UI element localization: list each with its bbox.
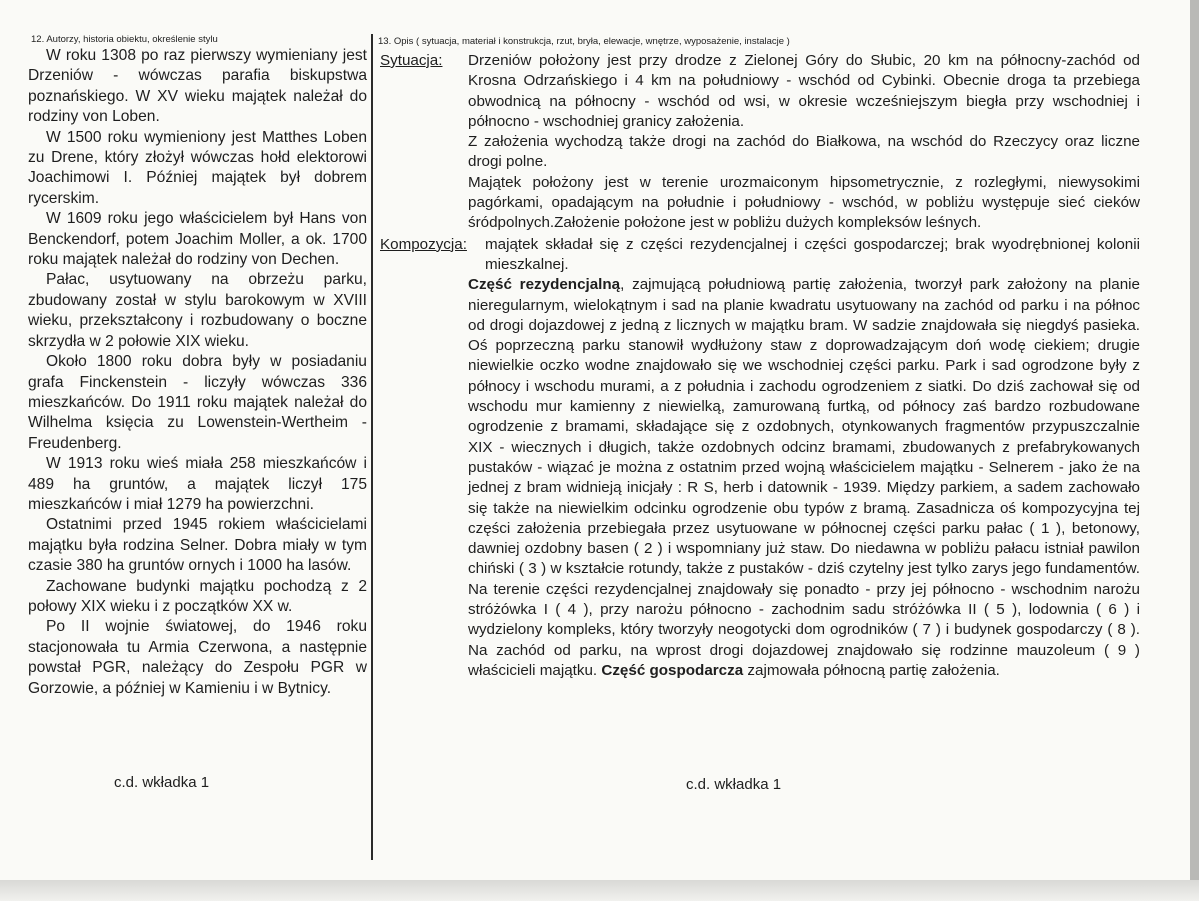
history-column xyxy=(28,46,367,699)
sytuacja-section xyxy=(380,51,1140,132)
column-divider xyxy=(371,34,373,860)
history-paragraph: W 1500 roku wymieniony jest Matthes Loben zu Drene, który złożył wówczas hołd elektorowi Joachimowi I. Później majątek był dobrem rycerskim. xyxy=(28,128,367,207)
sytuacja-paragraph: Z założenia wychodzą także drogi na zachód do Białkowa, na wschód do Rzeczycy oraz liczne drogi polne. xyxy=(468,133,1140,171)
kompozycja-label: Kompozycja: xyxy=(380,235,467,253)
kompozycja-text: majątek składał się z części rezydencjalnej i części gospodarczej; brak wyodrębnionej kolonii mieszkalnej. xyxy=(485,235,1140,273)
farm-part-heading: Część gospodarcza xyxy=(601,661,744,679)
section-12-header: 12. Autorzy, historia obiektu, określenie stylu xyxy=(31,34,218,45)
history-paragraph: Pałac, usytuowany na obrzeżu parku, zbudowany został w stylu barokowym w XVIII wieku, przekształcony i rozbudowany o boczne skrzydła w 2 połowie XIX wieku. xyxy=(28,271,367,350)
history-paragraph: Po II wojnie światowej, do 1946 roku stacjonowała tu Armia Czerwona, a następnie powstał PGR, należący do Zespołu PGR w Gorzowie, a później w Kamieniu i w Bytnicy. xyxy=(28,618,367,697)
sytuacja-paragraph: Drzeniów położony jest przy drodze z Zielonej Góry do Słubic, 20 km na północny-zachód od Krosna Odrzańskiego i 4 km na południowy - wschód od Cybinki. Obecnie droga ta przebiega obwodnicą na północny - wschód od wsi, w okresie wcześniejszym biegła przy wschodniej i północno - wschodniej granicy założenia. xyxy=(468,52,1140,130)
description-column xyxy=(380,51,1140,681)
history-paragraph: Ostatnimi przed 1945 rokiem właścicielami majątku była rodzina Selner. Dobra miały w tym czasie 380 ha gruntów ornych i 1000 ha lasów. xyxy=(28,516,367,575)
history-paragraph: W roku 1308 po raz pierwszy wymieniany jest Drzeniów - wówczas parafia biskupstwa poznańskiego. W XV wieku majątek należał do rodziny von Loben. xyxy=(28,47,367,126)
sytuacja-label: Sytuacja: xyxy=(380,52,443,69)
continuation-note-right: c.d. wkładka 1 xyxy=(686,776,782,793)
scan-edge-bottom xyxy=(0,880,1199,901)
history-paragraph: W 1913 roku wieś miała 258 mieszkańców i 489 ha gruntów, a majątek liczył 175 mieszkańców i miał 1279 ha powierzchni. xyxy=(28,455,367,513)
kompozycja-text: zajmowała północną partię założenia. xyxy=(747,661,1000,679)
continuation-note-left: c.d. wkładka 1 xyxy=(114,774,210,791)
kompozycja-text: , zajmującą południową partię założenia, tworzył park założony na planie nieregularnym, wielokątnym i sad na planie kwadratu usytuowany na zachód od parku i na północ od drogi dojazdowej z jedną z licznych w majątku bram. W sadzie znajdowała się niegdyś pasieka. Oś poprzeczną parku stanowił wydłużony staw z doprowadzającym doń wodę ciekiem; drugie niewielkie oczko wodne znajdowało się we wschodniej części parku. Park i sad ogrodzone były z północy i wschodu murami, a z południa i zachodu ogrodzeniem z siatki. Do dziś zachował się od wschodu mur kamienny z niewielką, zamurowaną furtką, od północy zaś bardzo rozbudowane ogrodzenie z bramami, składające się z ozdobnych, otynkowanych fragmentów przypuszczalnie XIX - wiecznych i długich, także ozdobnych odcinz bramami, zbudowanych z prefabrykowanych pustaków - wiązać je można z ostatnim przed wojną właścicielem majątku - Selnerem - jako że na jednej z bram widnieją inicjały : R S, herb i datownik - 1939. Między parkiem, a sadem zachowało się także na niewielkim odcinku ogrodzenie obu typów z bramą. Zasadnicza oś kompozycyjna tej części założenia przebiegała przez usytuowane w północnej części parku pałac ( 1 ), betonowy, dawniej ozdobny basen ( 2 ) i wspomniany już staw. Do niedawna w pobliżu pałacu istniał pawilon chiński ( 3 ) w kształcie rotundy, także z pustaków - dziś czytelny jest tylko zarys jego fundamentów. Na terenie części rezydencjalnej znajdowały się ponadto - przy jej północno - wschodnim narożu stróżówka I ( 4 ), przy narożu północno - zachodnim sadu stróżówka II ( 5 ), lodownia ( 6 ) i wydzielony kompleks, który tworzyły neogotycki dom ogrodników ( 7 ) i budynek gospodarczy ( 8 ). Na zachód od parku, na wprost drogi dojazdowej znajdowało się rodzinne mauzoleum ( 9 ) właścicieli majątku. xyxy=(468,276,1140,679)
scan-edge-right xyxy=(1190,0,1199,901)
kompozycja-section xyxy=(380,235,1140,276)
history-paragraph: W 1609 roku jego właścicielem był Hans von Benckendorf, potem Joachim Moller, a ok. 1700 roku majątek należał do rodziny von Dechen. xyxy=(28,210,367,269)
sytuacja-paragraph: Majątek położony jest w terenie urozmaiconym hipsometrycznie, z rozległymi, niewysokimi pagórkami, opadającym na południe i południowy - wschód, w pobliżu występuje sieć cieków śródpolnych.Założenie położone jest w pobliżu dużych kompleksów leśnych. xyxy=(468,173,1140,232)
residential-part-heading: Część rezydencjalną xyxy=(468,276,621,294)
history-paragraph: Około 1800 roku dobra były w posiadaniu grafa Finckenstein - liczyły wówczas 336 mieszkańców. Do 1911 roku majątek należał do Wilhelma księcia zu Lowenstein-Wertheim - Freudenberg. xyxy=(28,353,367,452)
section-13-header: 13. Opis ( sytuacja, materiał i konstrukcja, rzut, bryła, elewacje, wnętrze, wyposażenie, instalacje ) xyxy=(378,36,790,47)
history-paragraph: Zachowane budynki majątku pochodzą z 2 połowy XIX wieku i z początków XX w. xyxy=(28,577,367,615)
kompozycja-body xyxy=(468,275,1140,681)
